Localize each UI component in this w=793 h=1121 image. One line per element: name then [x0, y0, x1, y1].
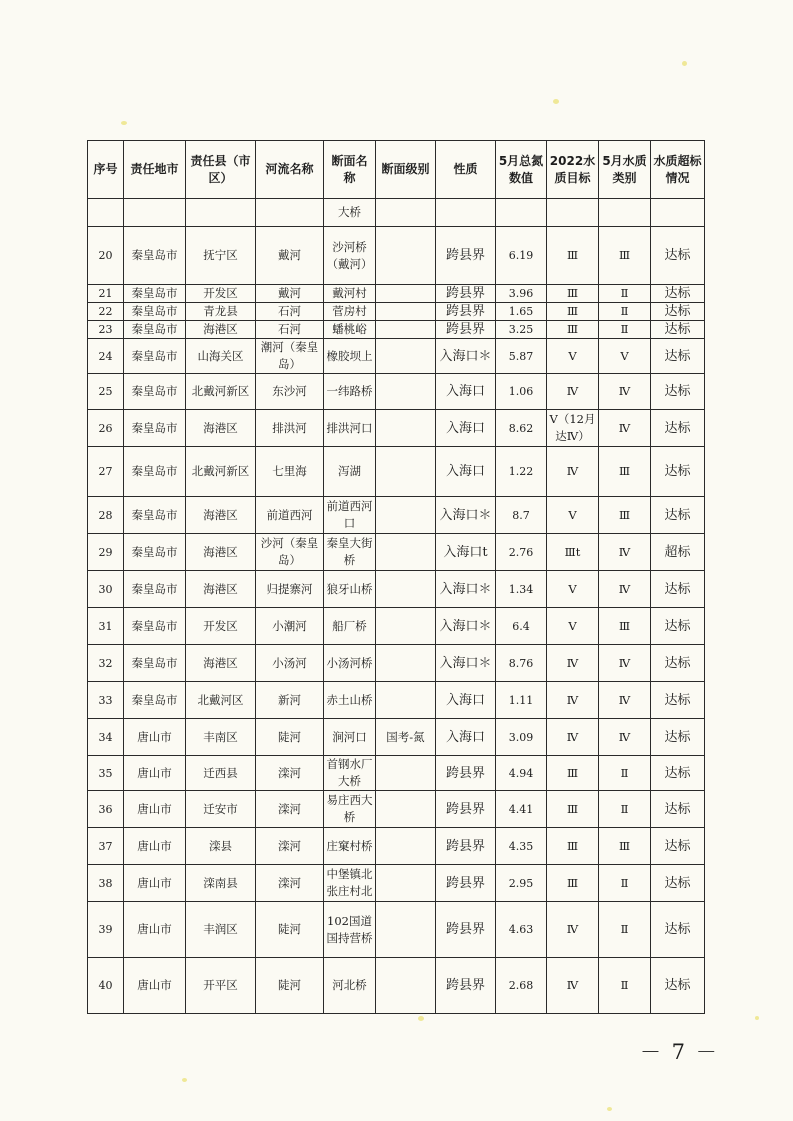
cell-river: 滦河 — [256, 791, 324, 828]
cell-seq — [88, 199, 124, 227]
water-quality-table — [87, 140, 705, 1014]
cell-level — [376, 534, 436, 571]
cell-status: 达标 — [651, 410, 705, 447]
cell-nature: 入海口 — [436, 682, 496, 719]
cell-river — [256, 199, 324, 227]
cell-county — [186, 199, 256, 227]
cell-nature: 入海口＊ — [436, 608, 496, 645]
cell-status: 达标 — [651, 791, 705, 828]
cell-tn: 4.41 — [496, 791, 547, 828]
cell-seq: 24 — [88, 339, 124, 374]
table-row — [88, 497, 705, 534]
scan-speck — [607, 1107, 612, 1111]
cell-tn: 8.76 — [496, 645, 547, 682]
cell-river: 滦河 — [256, 756, 324, 791]
cell-status: 超标 — [651, 534, 705, 571]
cell-nature: 入海口 — [436, 719, 496, 756]
cell-nature: 入海口＊ — [436, 497, 496, 534]
cell-city: 秦皇岛市 — [124, 497, 186, 534]
cell-tn: 5.87 — [496, 339, 547, 374]
cell-status: 达标 — [651, 902, 705, 958]
cell-nature: 入海口t — [436, 534, 496, 571]
cell-quality: Ⅲ — [599, 227, 651, 285]
table-row — [88, 534, 705, 571]
cell-section: 秦皇大街桥 — [324, 534, 376, 571]
cell-river: 七里海 — [256, 447, 324, 497]
cell-level — [376, 682, 436, 719]
cell-seq: 35 — [88, 756, 124, 791]
table-row — [88, 571, 705, 608]
cell-level — [376, 791, 436, 828]
cell-seq: 40 — [88, 958, 124, 1014]
cell-tn: 2.68 — [496, 958, 547, 1014]
cell-section: 庄窠村桥 — [324, 828, 376, 865]
cell-tn: 3.25 — [496, 321, 547, 339]
cell-quality: Ⅳ — [599, 571, 651, 608]
cell-status: 达标 — [651, 645, 705, 682]
cell-city: 秦皇岛市 — [124, 303, 186, 321]
table-body — [88, 199, 705, 1014]
cell-target: Ⅴ — [547, 497, 599, 534]
cell-status: 达标 — [651, 756, 705, 791]
cell-quality: Ⅳ — [599, 410, 651, 447]
cell-status: 达标 — [651, 285, 705, 303]
table-row — [88, 374, 705, 410]
page-number: － 7 － — [640, 1040, 719, 1064]
cell-county: 迁西县 — [186, 756, 256, 791]
cell-city: 秦皇岛市 — [124, 571, 186, 608]
cell-section: 蟠桃峪 — [324, 321, 376, 339]
cell-section: 大桥 — [324, 199, 376, 227]
table-row — [88, 645, 705, 682]
cell-river: 前道西河 — [256, 497, 324, 534]
cell-section: 102国道国持营桥 — [324, 902, 376, 958]
cell-level — [376, 608, 436, 645]
cell-quality: Ⅳ — [599, 645, 651, 682]
cell-seq: 28 — [88, 497, 124, 534]
cell-level — [376, 828, 436, 865]
cell-nature: 跨县界 — [436, 303, 496, 321]
cell-county: 开发区 — [186, 285, 256, 303]
scan-speck — [553, 99, 559, 104]
cell-river: 滦河 — [256, 828, 324, 865]
cell-county: 丰南区 — [186, 719, 256, 756]
cell-county: 北戴河新区 — [186, 447, 256, 497]
cell-quality: Ⅱ — [599, 958, 651, 1014]
table-row — [88, 719, 705, 756]
table-row — [88, 902, 705, 958]
cell-county: 丰润区 — [186, 902, 256, 958]
cell-seq: 22 — [88, 303, 124, 321]
cell-seq: 39 — [88, 902, 124, 958]
header-tn: 5月总氮数值 — [496, 141, 547, 199]
cell-nature: 跨县界 — [436, 865, 496, 902]
header-level: 断面级别 — [376, 141, 436, 199]
cell-nature: 跨县界 — [436, 227, 496, 285]
cell-status: 达标 — [651, 374, 705, 410]
cell-level — [376, 447, 436, 497]
cell-river: 沙河（秦皇岛） — [256, 534, 324, 571]
cell-river: 陡河 — [256, 902, 324, 958]
cell-status: 达标 — [651, 958, 705, 1014]
cell-nature: 跨县界 — [436, 828, 496, 865]
table-header-row — [88, 141, 705, 199]
cell-quality — [599, 199, 651, 227]
cell-tn: 8.7 — [496, 497, 547, 534]
cell-seq: 29 — [88, 534, 124, 571]
cell-target: Ⅳ — [547, 682, 599, 719]
cell-river: 滦河 — [256, 865, 324, 902]
cell-target: Ⅲ — [547, 865, 599, 902]
cell-river: 东沙河 — [256, 374, 324, 410]
cell-river: 石河 — [256, 303, 324, 321]
cell-target — [547, 199, 599, 227]
cell-status: 达标 — [651, 719, 705, 756]
cell-county: 山海关区 — [186, 339, 256, 374]
cell-section: 船厂桥 — [324, 608, 376, 645]
cell-quality: Ⅱ — [599, 791, 651, 828]
cell-river: 陡河 — [256, 958, 324, 1014]
header-county: 责任县（市区） — [186, 141, 256, 199]
cell-seq: 31 — [88, 608, 124, 645]
cell-status: 达标 — [651, 227, 705, 285]
cell-county: 青龙县 — [186, 303, 256, 321]
cell-section: 小汤河桥 — [324, 645, 376, 682]
header-river: 河流名称 — [256, 141, 324, 199]
cell-river: 小潮河 — [256, 608, 324, 645]
cell-target: Ⅴ（12月达Ⅳ） — [547, 410, 599, 447]
cell-nature: 跨县界 — [436, 791, 496, 828]
cell-city: 秦皇岛市 — [124, 374, 186, 410]
cell-target: Ⅲt — [547, 534, 599, 571]
cell-seq: 34 — [88, 719, 124, 756]
table-row — [88, 756, 705, 791]
scan-speck — [182, 1078, 187, 1082]
cell-section: 河北桥 — [324, 958, 376, 1014]
cell-city: 秦皇岛市 — [124, 227, 186, 285]
cell-status: 达标 — [651, 865, 705, 902]
cell-city: 秦皇岛市 — [124, 645, 186, 682]
cell-quality: Ⅱ — [599, 321, 651, 339]
cell-status: 达标 — [651, 303, 705, 321]
cell-target: Ⅲ — [547, 756, 599, 791]
cell-level — [376, 865, 436, 902]
cell-county: 滦南县 — [186, 865, 256, 902]
header-nature: 性质 — [436, 141, 496, 199]
cell-nature: 跨县界 — [436, 902, 496, 958]
cell-quality: Ⅳ — [599, 534, 651, 571]
cell-city — [124, 199, 186, 227]
cell-tn: 1.06 — [496, 374, 547, 410]
table-row — [88, 828, 705, 865]
cell-nature: 跨县界 — [436, 958, 496, 1014]
cell-quality: Ⅱ — [599, 756, 651, 791]
cell-seq: 37 — [88, 828, 124, 865]
cell-city: 秦皇岛市 — [124, 682, 186, 719]
cell-target: Ⅴ — [547, 608, 599, 645]
cell-quality: Ⅴ — [599, 339, 651, 374]
cell-tn: 2.95 — [496, 865, 547, 902]
cell-nature: 入海口 — [436, 374, 496, 410]
cell-section: 前道西河口 — [324, 497, 376, 534]
cell-status: 达标 — [651, 321, 705, 339]
cell-nature: 跨县界 — [436, 321, 496, 339]
cell-target: Ⅲ — [547, 791, 599, 828]
cell-target: Ⅳ — [547, 374, 599, 410]
cell-nature: 跨县界 — [436, 756, 496, 791]
cell-county: 迁安市 — [186, 791, 256, 828]
cell-tn: 1.65 — [496, 303, 547, 321]
cell-status: 达标 — [651, 339, 705, 374]
scan-speck — [755, 1016, 759, 1020]
cell-county: 海港区 — [186, 534, 256, 571]
cell-river: 归提寨河 — [256, 571, 324, 608]
cell-seq: 38 — [88, 865, 124, 902]
cell-tn: 3.96 — [496, 285, 547, 303]
cell-tn: 1.34 — [496, 571, 547, 608]
cell-seq: 25 — [88, 374, 124, 410]
header-city: 责任地市 — [124, 141, 186, 199]
cell-nature: 入海口 — [436, 410, 496, 447]
cell-river: 戴河 — [256, 227, 324, 285]
header-seq: 序号 — [88, 141, 124, 199]
cell-status: 达标 — [651, 571, 705, 608]
cell-section: 涧河口 — [324, 719, 376, 756]
cell-nature: 入海口＊ — [436, 339, 496, 374]
cell-section: 菅房村 — [324, 303, 376, 321]
cell-section: 赤土山桥 — [324, 682, 376, 719]
cell-level — [376, 227, 436, 285]
cell-level — [376, 339, 436, 374]
cell-county: 开平区 — [186, 958, 256, 1014]
table-row — [88, 791, 705, 828]
cell-target: Ⅲ — [547, 285, 599, 303]
cell-tn: 4.35 — [496, 828, 547, 865]
cell-seq: 30 — [88, 571, 124, 608]
cell-nature: 入海口 — [436, 447, 496, 497]
scan-speck — [121, 121, 127, 125]
cell-target: Ⅳ — [547, 902, 599, 958]
cell-nature: 入海口＊ — [436, 645, 496, 682]
cell-target: Ⅳ — [547, 447, 599, 497]
cell-city: 唐山市 — [124, 958, 186, 1014]
cell-tn: 3.09 — [496, 719, 547, 756]
cell-status: 达标 — [651, 447, 705, 497]
cell-seq: 33 — [88, 682, 124, 719]
cell-level — [376, 321, 436, 339]
cell-section: 首钢水厂大桥 — [324, 756, 376, 791]
cell-level — [376, 303, 436, 321]
cell-river: 石河 — [256, 321, 324, 339]
cell-county: 海港区 — [186, 410, 256, 447]
cell-section: 泻湖 — [324, 447, 376, 497]
cell-city: 唐山市 — [124, 828, 186, 865]
table-row — [88, 865, 705, 902]
cell-level — [376, 571, 436, 608]
cell-level — [376, 958, 436, 1014]
cell-target: Ⅴ — [547, 339, 599, 374]
header-section: 断面名称 — [324, 141, 376, 199]
cell-tn: 8.62 — [496, 410, 547, 447]
cell-seq: 23 — [88, 321, 124, 339]
cell-seq: 36 — [88, 791, 124, 828]
cell-county: 滦县 — [186, 828, 256, 865]
cell-target: Ⅳ — [547, 645, 599, 682]
cell-section: 橡胶坝上 — [324, 339, 376, 374]
cell-quality: Ⅲ — [599, 608, 651, 645]
cell-section: 排洪河口 — [324, 410, 376, 447]
table-row — [88, 285, 705, 303]
cell-tn: 6.4 — [496, 608, 547, 645]
cell-river: 陡河 — [256, 719, 324, 756]
cell-section: 狼牙山桥 — [324, 571, 376, 608]
cell-seq: 26 — [88, 410, 124, 447]
cell-level — [376, 756, 436, 791]
cell-quality: Ⅱ — [599, 902, 651, 958]
cell-quality: Ⅳ — [599, 682, 651, 719]
cell-river: 潮河（秦皇岛） — [256, 339, 324, 374]
cell-city: 唐山市 — [124, 756, 186, 791]
cell-seq: 32 — [88, 645, 124, 682]
cell-river: 新河 — [256, 682, 324, 719]
cell-level — [376, 902, 436, 958]
cell-quality: Ⅱ — [599, 285, 651, 303]
scan-speck — [682, 61, 687, 66]
cell-level — [376, 497, 436, 534]
cell-county: 海港区 — [186, 645, 256, 682]
cell-county: 海港区 — [186, 321, 256, 339]
cell-county: 北戴河区 — [186, 682, 256, 719]
cell-tn: 1.22 — [496, 447, 547, 497]
cell-nature: 入海口＊ — [436, 571, 496, 608]
cell-city: 秦皇岛市 — [124, 410, 186, 447]
cell-level — [376, 199, 436, 227]
cell-section: 易庄西大桥 — [324, 791, 376, 828]
cell-county: 开发区 — [186, 608, 256, 645]
scan-speck — [418, 1016, 424, 1021]
table-row — [88, 227, 705, 285]
cell-status: 达标 — [651, 608, 705, 645]
header-status: 水质超标情况 — [651, 141, 705, 199]
cell-section: 戴河村 — [324, 285, 376, 303]
cell-county: 北戴河新区 — [186, 374, 256, 410]
cell-seq: 27 — [88, 447, 124, 497]
cell-status: 达标 — [651, 682, 705, 719]
table-row — [88, 958, 705, 1014]
cell-target: Ⅲ — [547, 227, 599, 285]
cell-target: Ⅲ — [547, 321, 599, 339]
cell-quality: Ⅲ — [599, 828, 651, 865]
cell-tn: 1.11 — [496, 682, 547, 719]
cell-level — [376, 285, 436, 303]
cell-river: 小汤河 — [256, 645, 324, 682]
cell-county: 抚宁区 — [186, 227, 256, 285]
cell-nature — [436, 199, 496, 227]
cell-status: 达标 — [651, 828, 705, 865]
cell-section: 一纬路桥 — [324, 374, 376, 410]
cell-tn: 4.94 — [496, 756, 547, 791]
cell-status — [651, 199, 705, 227]
cell-quality: Ⅳ — [599, 374, 651, 410]
cell-level — [376, 374, 436, 410]
cell-target: Ⅳ — [547, 719, 599, 756]
cell-city: 秦皇岛市 — [124, 534, 186, 571]
cell-level — [376, 410, 436, 447]
cell-level — [376, 645, 436, 682]
table-row — [88, 682, 705, 719]
cell-quality: Ⅱ — [599, 865, 651, 902]
table-row — [88, 321, 705, 339]
cell-city: 唐山市 — [124, 865, 186, 902]
table-row — [88, 608, 705, 645]
cell-river: 排洪河 — [256, 410, 324, 447]
cell-target: Ⅲ — [547, 303, 599, 321]
cell-river: 戴河 — [256, 285, 324, 303]
header-target: 2022水质目标 — [547, 141, 599, 199]
cell-quality: Ⅲ — [599, 447, 651, 497]
cell-city: 秦皇岛市 — [124, 321, 186, 339]
cell-city: 秦皇岛市 — [124, 285, 186, 303]
cell-seq: 21 — [88, 285, 124, 303]
cell-tn: 2.76 — [496, 534, 547, 571]
cell-city: 唐山市 — [124, 791, 186, 828]
cell-quality: Ⅳ — [599, 719, 651, 756]
cell-section: 沙河桥（戴河） — [324, 227, 376, 285]
table-row — [88, 447, 705, 497]
cell-target: Ⅴ — [547, 571, 599, 608]
cell-county: 海港区 — [186, 571, 256, 608]
cell-seq: 20 — [88, 227, 124, 285]
cell-section: 中堡镇北张庄村北 — [324, 865, 376, 902]
cell-level: 国考-氮 — [376, 719, 436, 756]
cell-city: 秦皇岛市 — [124, 339, 186, 374]
cell-nature: 跨县界 — [436, 285, 496, 303]
cell-city: 秦皇岛市 — [124, 447, 186, 497]
cell-tn: 4.63 — [496, 902, 547, 958]
table-row-continuation — [88, 199, 705, 227]
cell-tn: 6.19 — [496, 227, 547, 285]
header-quality: 5月水质类别 — [599, 141, 651, 199]
cell-city: 唐山市 — [124, 902, 186, 958]
cell-county: 海港区 — [186, 497, 256, 534]
cell-city: 唐山市 — [124, 719, 186, 756]
cell-quality: Ⅱ — [599, 303, 651, 321]
table-row — [88, 303, 705, 321]
cell-quality: Ⅲ — [599, 497, 651, 534]
cell-city: 秦皇岛市 — [124, 608, 186, 645]
cell-target: Ⅲ — [547, 828, 599, 865]
table-row — [88, 339, 705, 374]
cell-tn — [496, 199, 547, 227]
cell-status: 达标 — [651, 497, 705, 534]
cell-target: Ⅳ — [547, 958, 599, 1014]
table-row — [88, 410, 705, 447]
